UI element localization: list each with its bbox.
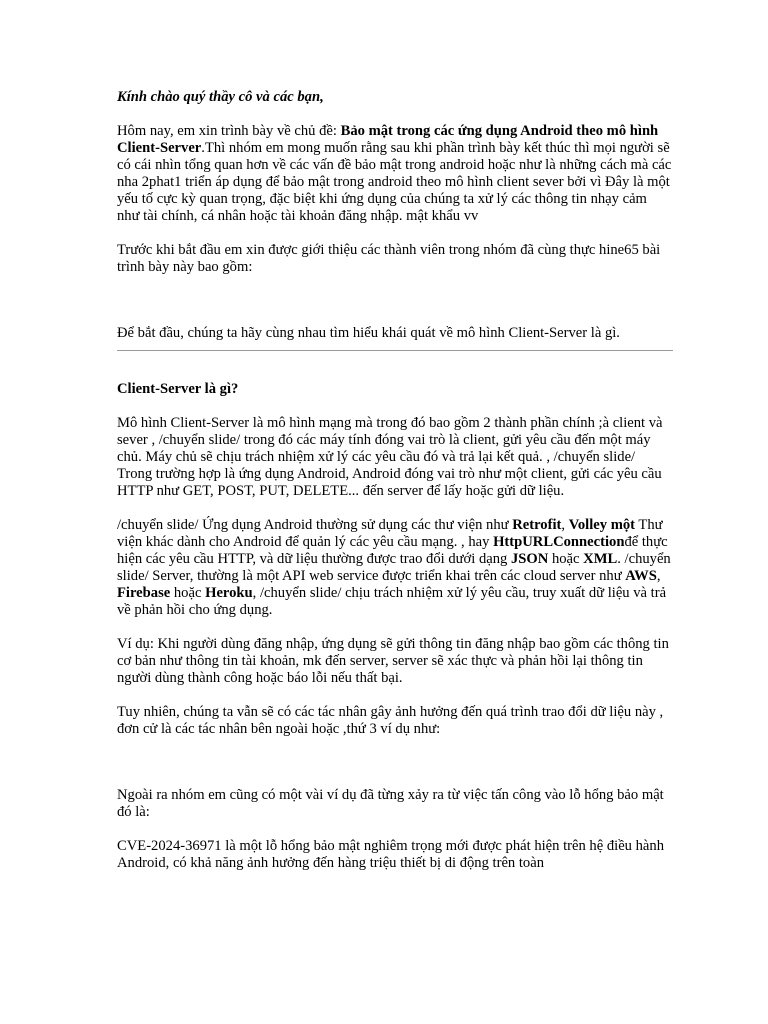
libs-text-5: hoặc bbox=[548, 551, 584, 567]
however-paragraph: Tuy nhiên, chúng ta vẫn sẽ có các tác nhân gây ảnh hưởng đến quá trình trao đổi dữ liệu này , đơn cử là các tác nhân bên ngoài hoặc ,thứ 3 ví dụ như: bbox=[117, 704, 664, 737]
section-heading: Client-Server là gì? bbox=[117, 381, 239, 397]
xml-term: XML bbox=[583, 551, 618, 567]
greeting-line: Kính chào quý thầy cô và các bạn, bbox=[117, 89, 324, 105]
libs-text-2: , bbox=[561, 517, 569, 533]
libs-text-3: Thư viện khác dành cho Android để quản lý các yêu cầu mạng. , hay bbox=[117, 517, 663, 550]
besides-paragraph: Ngoài ra nhóm em cũng có một vài ví dụ đã từng xảy ra từ việc tấn công vào lỗ hổng bảo mật đó là: bbox=[117, 787, 664, 820]
intro-paragraph bbox=[117, 123, 673, 225]
model-paragraph: Mô hình Client-Server là mô hình mạng mà trong đó bao gồm 2 thành phần chính ;à client và sever , /chuyển slide/ trong đó các máy tính đóng vai trò là client, gửi yêu cầu đến một máy chủ. Máy chủ sẽ chịu trách nhiệm xử lý các yêu cầu đó và trả lại kết quả. , /chuyển slide/ Trong trường hợp là ứng dụng Android, Android đóng vai trò như một client, gửi các yêu cầu HTTP như GET, POST, PUT, DELETE... đến server để lấy hoặc gửi dữ liệu. bbox=[117, 415, 663, 499]
firebase-term: Firebase bbox=[117, 585, 171, 601]
libs-text-1: /chuyển slide/ Ứng dụng Android thường sử dụng các thư viện như bbox=[117, 517, 513, 533]
aws-term: AWS bbox=[625, 568, 657, 584]
intro-text-1: Hôm nay, em xin trình bày về chủ đề: bbox=[117, 123, 341, 139]
httpurlconnection-term: HttpURLConnection bbox=[493, 534, 625, 550]
start-line: Để bắt đầu, chúng ta hãy cùng nhau tìm hiểu khái quát về mô hình Client-Server là gì. bbox=[117, 325, 620, 341]
libs-text-4: để thực hiện các yêu cầu HTTP, và dữ liệu thường được trao đổi dưới dạng bbox=[117, 534, 668, 567]
json-term: JSON bbox=[511, 551, 549, 567]
document-body bbox=[117, 89, 673, 872]
libs-text-8: hoặc bbox=[170, 585, 206, 601]
libs-text-6: . /chuyển slide/ Server, thường là một API web service được triển khai trên các cloud server như bbox=[117, 551, 671, 584]
retrofit-term: Retrofit bbox=[512, 517, 562, 533]
horizontal-divider bbox=[117, 350, 673, 351]
cve-paragraph: CVE-2024-36971 là một lỗ hổng bảo mật nghiêm trọng mới được phát hiện trên hệ điều hành Android, có khả năng ảnh hưởng đến hàng triệu thiết bị di động trên toàn bbox=[117, 838, 664, 871]
libs-text-7: , bbox=[656, 568, 661, 584]
example-paragraph: Ví dụ: Khi người dùng đăng nhập, ứng dụng sẽ gửi thông tin đăng nhập bao gồm các thông tin cơ bản như thông tin tài khoản, mk đến server, server sẽ xác thực và phản hồi lại thông tin người dùng thành công hoặc báo lỗi nếu thất bại. bbox=[117, 636, 669, 686]
intro-text-2: .Thì nhóm em mong muốn rằng sau khi phần trình bày kết thúc thì mọi người sẽ có cái nhìn tổng quan hơn về các vấn đề bảo mật trong android hoặc như là những cách mà các nha 2phat1 triển áp dụng để bảo mật trong android theo mô hình client sever bởi vì Đây là một yếu tố cực kỳ quan trọng, đặc biệt khi ứng dụng của chúng ta xử lý các thông tin nhạy cảm như tài chính, cá nhân hoặc tài khoản đăng nhập. mật khẩu vv bbox=[117, 140, 672, 224]
topic-title: Bảo mật trong các ứng dụng Android theo mô hình Client-Server bbox=[117, 123, 659, 156]
members-intro-paragraph: Trước khi bắt đầu em xin được giới thiệu các thành viên trong nhóm đã cùng thực hine65 bài trình bày này bao gồm: bbox=[117, 242, 661, 275]
heroku-term: Heroku bbox=[205, 585, 253, 601]
libraries-paragraph bbox=[117, 517, 673, 619]
libs-text-9: , /chuyển slide/ chịu trách nhiệm xử lý yêu cầu, truy xuất dữ liệu và trả về phản hồi cho ứng dụng. bbox=[117, 585, 667, 618]
volley-term: Volley một bbox=[568, 517, 636, 533]
